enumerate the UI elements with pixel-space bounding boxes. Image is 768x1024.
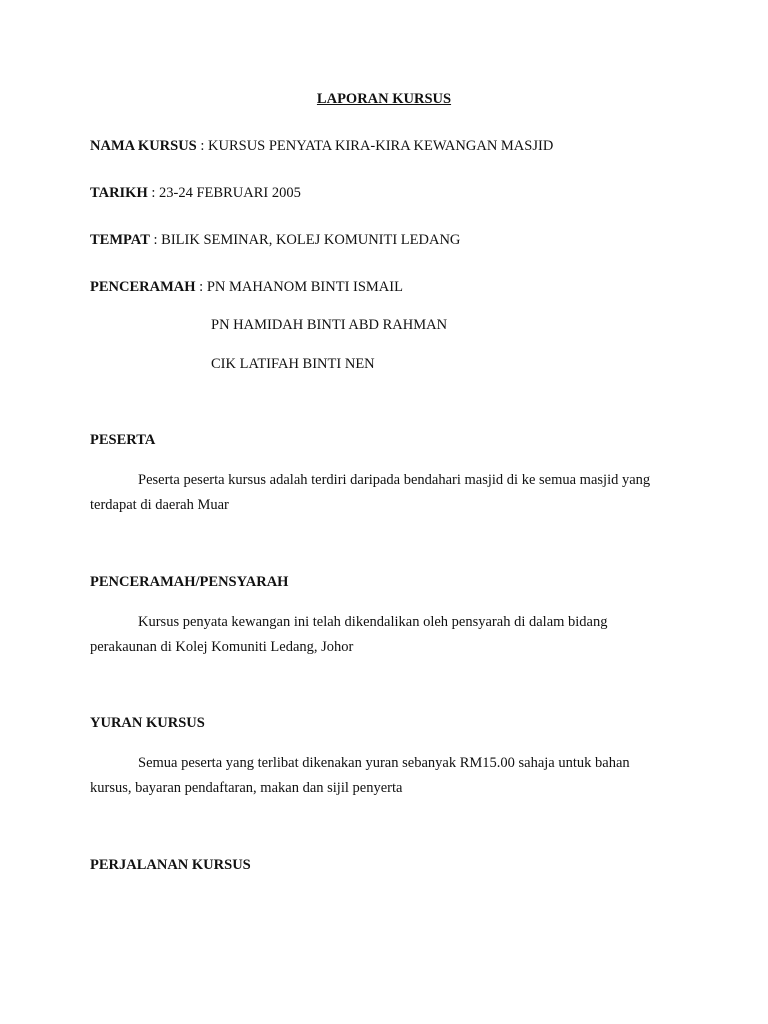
document-title: LAPORAN KURSUS [316,91,452,107]
field-separator: : [147,185,160,201]
field-tarikh [90,184,301,202]
field-label: TARIKH [90,185,148,201]
field-value: PN MAHANOM BINTI ISMAIL [206,279,403,295]
field-separator: : [196,138,209,154]
penceramah-name: CIK LATIFAH BINTI NEN [211,356,375,372]
paragraph-line: terdapat di daerah Muar [90,497,229,513]
field-value: BILIK SEMINAR, KOLEJ KOMUNITI LEDANG [161,232,461,248]
section-heading: PENCERAMAH/PENSYARAH [90,574,289,590]
paragraph-line: Semua peserta yang terlibat dikenakan yuran sebanyak RM15.00 sahaja untuk bahan [138,755,630,771]
field-penceramah [90,278,403,296]
field-label: PENCERAMAH [90,279,196,295]
section-heading: YURAN KURSUS [90,715,205,731]
penceramah-name: PN HAMIDAH BINTI ABD RAHMAN [211,317,448,333]
field-nama-kursus [90,137,553,155]
field-separator: : [195,279,207,295]
field-value: 23-24 FEBRUARI 2005 [159,185,301,201]
section-heading: PERJALANAN KURSUS [90,857,251,873]
paragraph-line: Kursus penyata kewangan ini telah dikendalikan oleh pensyarah di dalam bidang [138,614,608,630]
field-tempat [90,231,460,249]
field-label: NAMA KURSUS [90,138,197,154]
paragraph-line: kursus, bayaran pendaftaran, makan dan sijil penyerta [90,780,403,796]
field-separator: : [149,232,162,248]
paragraph-line: perakaunan di Kolej Komuniti Ledang, Johor [90,639,354,655]
field-value: KURSUS PENYATA KIRA-KIRA KEWANGAN MASJID [208,138,554,154]
field-label: TEMPAT [90,232,150,248]
section-heading: PESERTA [90,432,156,448]
paragraph-line: Peserta peserta kursus adalah terdiri daripada bendahari masjid di ke semua masjid yang [138,472,651,488]
